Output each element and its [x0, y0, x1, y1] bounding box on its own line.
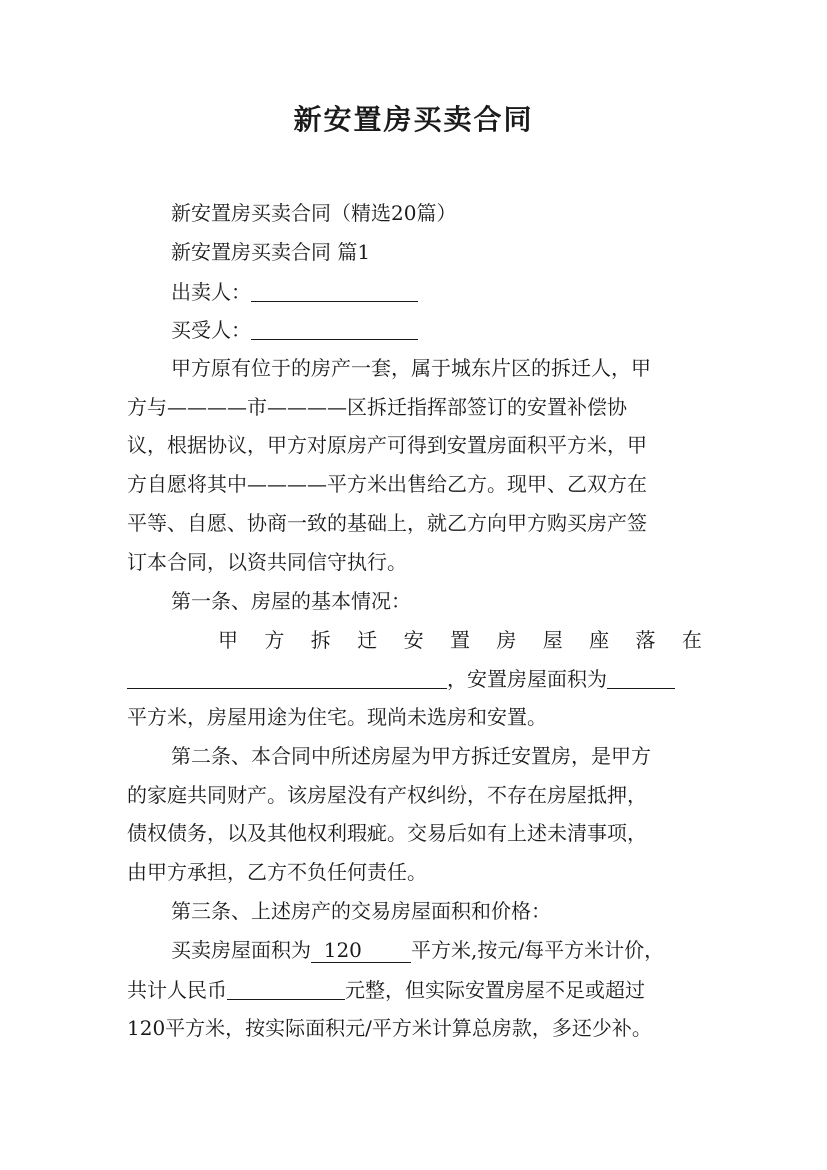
article2-line: 第二条、本合同中所述房屋为甲方拆迁安置房，是甲方 — [171, 744, 651, 768]
subtitle: 新安置房买卖合同（精选20篇） — [171, 201, 457, 225]
total-blank — [227, 979, 345, 1000]
spaced-char: 甲 — [218, 628, 238, 652]
spaced-char: 落 — [635, 628, 656, 652]
article2-line: 的家庭共同财产。该房屋没有产权纠纷，不存在房屋抵押， — [127, 783, 647, 807]
para1-line: 议，根据协议，甲方对原房产可得到安置房面积平方米，甲 — [127, 433, 647, 457]
spaced-char: 迁 — [357, 628, 378, 652]
spaced-char: 安 — [403, 628, 424, 652]
location-blank — [127, 668, 447, 689]
article3-heading: 第三条、上述房产的交易房屋面积和价格： — [171, 899, 551, 923]
article1-heading: 第一条、房屋的基本情况： — [171, 589, 411, 613]
spaced-char: 房 — [496, 628, 517, 652]
total-text: 共计人民币 — [127, 978, 227, 1002]
para1-line: 方与————市————区拆迁指挥部签订的安置补偿协 — [127, 395, 627, 419]
spaced-char: 在 — [681, 628, 702, 652]
article3-line1 — [171, 937, 702, 963]
area-number: 120 — [323, 938, 362, 962]
buyer-line — [171, 316, 702, 343]
section-heading: 新安置房买卖合同 篇1 — [171, 240, 371, 264]
para1-line: 方自愿将其中————平方米出售给乙方。现甲、乙双方在 — [127, 472, 647, 496]
area-label: ，安置房屋面积为 — [447, 667, 607, 691]
price-text: 平方米,按元/每平方米计价， — [411, 938, 665, 962]
para1-line: 甲方原有位于的房产一套，属于城东片区的拆迁人，甲 — [171, 356, 651, 380]
seller-blank — [251, 281, 418, 302]
article1-line3: 平方米，房屋用途为住宅。现尚未选房和安置。 — [127, 705, 547, 729]
spaced-char: 屋 — [542, 628, 563, 652]
spaced-char: 座 — [589, 628, 610, 652]
article3-line2 — [127, 976, 702, 1003]
area-text: 买卖房屋面积为 — [171, 938, 311, 962]
article1-spaced-line — [218, 627, 702, 653]
buyer-label: 买受人： — [171, 318, 251, 342]
article2-line: 由甲方承担，乙方不负任何责任。 — [127, 860, 427, 884]
spaced-char: 方 — [264, 628, 285, 652]
area-blank — [607, 668, 675, 689]
article3-line3: 120平方米，按实际面积元/平方米计算总房款，多还少补。 — [127, 1016, 652, 1040]
buyer-blank — [251, 319, 418, 340]
article2-line: 债权债务，以及其他权利瑕疵。交易后如有上述未清事项， — [127, 821, 647, 845]
article1-line2 — [127, 665, 702, 692]
spaced-char: 置 — [449, 628, 470, 652]
para1-line: 平等、自愿、协商一致的基础上，就乙方向甲方购买房产签 — [127, 511, 647, 535]
seller-line — [171, 278, 702, 305]
seller-label: 出卖人： — [171, 280, 251, 304]
total-rest: 元整，但实际安置房屋不足或超过 — [345, 978, 645, 1002]
document-title: 新安置房买卖合同 — [293, 103, 534, 136]
area-value — [311, 938, 411, 963]
para1-line: 订本合同，以资共同信守执行。 — [127, 550, 407, 574]
spaced-char: 拆 — [310, 628, 331, 652]
